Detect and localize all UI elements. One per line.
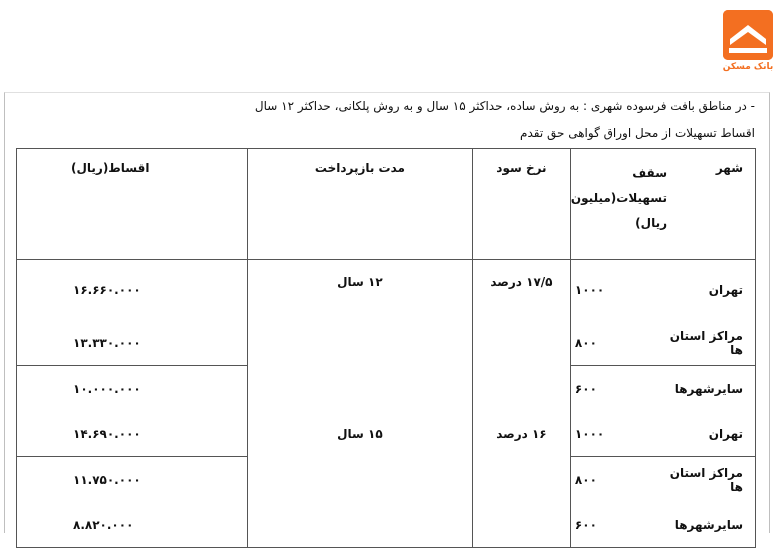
cell-cap: ۸۰۰ xyxy=(570,320,667,366)
cell-rate-empty xyxy=(472,366,570,412)
cell-installment: ۱۴.۶۹۰.۰۰۰ xyxy=(17,411,248,457)
cell-duration-empty xyxy=(247,502,472,548)
cell-installment: ۱۱.۷۵۰.۰۰۰ xyxy=(17,457,248,503)
cell-rate-empty xyxy=(472,457,570,503)
cell-rate: ۱۶ درصد xyxy=(472,411,570,457)
header-duration: مدت بازپرداخت xyxy=(247,149,472,260)
cell-duration-empty xyxy=(247,457,472,503)
table-row xyxy=(17,502,756,548)
table-row xyxy=(17,366,756,412)
header-city: شهر xyxy=(667,149,756,260)
logo-caption: بانک مسکن xyxy=(722,62,774,72)
cell-duration: ۱۵ سال xyxy=(247,411,472,457)
header-rate: نرخ سود xyxy=(472,149,570,260)
loan-table xyxy=(16,148,756,548)
cell-city: مراکز استان ها xyxy=(667,320,756,366)
cell-installment: ۸.۸۲۰.۰۰۰ xyxy=(17,502,248,548)
cell-duration: ۱۲ سال xyxy=(247,260,472,321)
cell-cap: ۱۰۰۰ xyxy=(570,260,667,321)
table-row xyxy=(17,411,756,457)
cell-rate: ۱۷/۵ درصد xyxy=(472,260,570,321)
cell-duration-empty xyxy=(247,320,472,366)
table-row xyxy=(17,260,756,321)
cell-duration-empty xyxy=(247,366,472,412)
note-line-1: - در مناطق بافت فرسوده شهری : به روش ساده، حداکثر ۱۵ سال و به روش پلکانی، حداکثر ۱۲ سال xyxy=(254,99,755,113)
cell-city: تهران xyxy=(667,260,756,321)
note-line-2: اقساط تسهیلات از محل اوراق گواهی حق تقدم xyxy=(520,126,755,140)
cell-installment: ۱۶.۶۶۰.۰۰۰ xyxy=(17,260,248,321)
cell-installment: ۱۰.۰۰۰.۰۰۰ xyxy=(17,366,248,412)
cell-cap: ۶۰۰ xyxy=(570,366,667,412)
cell-city: سایرشهرها xyxy=(667,502,756,548)
cell-rate-empty xyxy=(472,320,570,366)
table-row xyxy=(17,320,756,366)
table-row xyxy=(17,457,756,503)
cell-cap: ۶۰۰ xyxy=(570,502,667,548)
house-roof-icon xyxy=(723,10,773,60)
cell-cap: ۸۰۰ xyxy=(570,457,667,503)
table-header-row xyxy=(17,149,756,260)
bank-logo[interactable] xyxy=(720,10,776,72)
cell-installment: ۱۳.۳۳۰.۰۰۰ xyxy=(17,320,248,366)
cell-city: تهران xyxy=(667,411,756,457)
cell-city: مراکز استان ها xyxy=(667,457,756,503)
cell-rate-empty xyxy=(472,502,570,548)
header-installment: اقساط(ریال) xyxy=(17,149,248,260)
header-cap: سقف تسهیلات(میلیون ریال) xyxy=(570,149,667,260)
cell-city: سایرشهرها xyxy=(667,366,756,412)
article-content xyxy=(4,92,770,533)
cell-cap: ۱۰۰۰ xyxy=(570,411,667,457)
